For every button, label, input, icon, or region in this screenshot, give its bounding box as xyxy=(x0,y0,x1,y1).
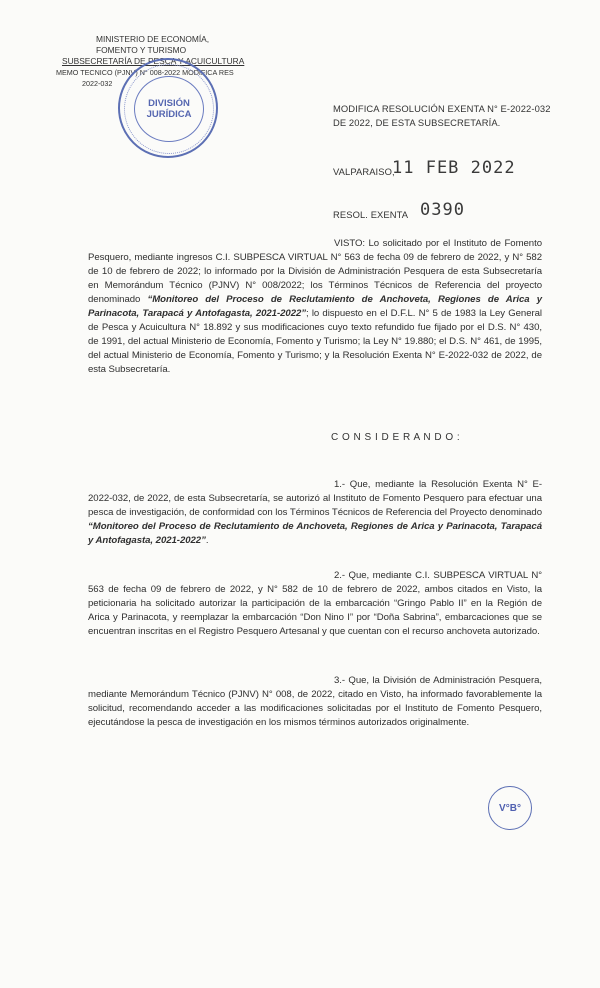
reference-line-2: DE 2022, DE ESTA SUBSECRETARÍA. xyxy=(333,117,501,128)
considerando-item-1 xyxy=(88,478,542,548)
considerando-item-2 xyxy=(88,569,542,639)
item1-text-a: 1.- Que, mediante la Resolución Exenta N° E-2022-032, de 2022, de esta Subsecretaría, se autorizó al Instituto de Fomento Pesquero para efectuar una pesca de investigación, de conformidad con los Términos Técnicos de Referencia del Proyecto denominado xyxy=(88,479,542,518)
item1-text-b: . xyxy=(205,535,209,546)
resolution-reference xyxy=(333,102,551,130)
stamp-line-2: JURÍDICA xyxy=(146,109,192,120)
considerando-item-3 xyxy=(88,674,542,730)
item3-text: 3.- Que, la División de Administración Pesquera, mediante Memorándum Técnico (PJNV) N° 008, de 2022, citado en Visto, ha informado favorablemente la solicitud, recomendando acceder a las modificaciones solicitadas por el Instituto de Fomento Pesquero, ejecutándose la pesca de investigación en los mismos términos autorizados originalmente. xyxy=(88,675,542,728)
memo-reference: MEMO TECNICO (PJNV) N° 008-2022 MODIFICA RES xyxy=(56,68,234,77)
considerando-heading: C O N S I D E R A N D O : xyxy=(331,432,461,443)
ministry-name: MINISTERIO DE ECONOMÍA, xyxy=(96,34,210,44)
vobo-stamp xyxy=(488,786,532,830)
resolution-number: 0390 xyxy=(420,200,465,220)
item1-project-title: “Monitoreo del Proceso de Reclutamiento de Anchoveta, Regiones de Arica y Parinacota, Tarapacá y Antofagasta, 2021-2022” xyxy=(88,521,542,546)
reference-line-1: MODIFICA RESOLUCIÓN EXENTA N° E-2022-032 xyxy=(333,103,551,114)
visto-project-title: “Monitoreo del Proceso de Reclutamiento de Anchoveta, Regiones de Arica y Parinacota, Tarapacá y Antofagasta, 2021-2022” xyxy=(88,294,542,319)
visto-paragraph xyxy=(88,237,542,377)
item2-text: 2.- Que, mediante C.I. SUBPESCA VIRTUAL N° 563 de fecha 09 de febrero de 2022, y N° 582 de 10 de febrero de 2022, ambos citados en Visto, la peticionaria ha solicitado autorizar la participación de la embarcación “Gringo Pablo II” en la Región de Arica y Parinacota, y reemplazar la embarcación “Don Nino I” por “Doña Sabrina”, embarcaciones que se encuentran inscritas en el Registro Pesquero Artesanal y que cuentan con el recurso anchoveta autorizado. xyxy=(88,570,542,637)
resol-exenta-label: RESOL. EXENTA xyxy=(333,209,409,220)
vobo-text: V°B° xyxy=(499,802,521,814)
visto-label: VISTO: xyxy=(334,238,365,249)
division-juridica-stamp xyxy=(118,58,218,158)
subsecretaria-name: SUBSECRETARÍA DE PESCA Y ACUICULTURA xyxy=(62,56,245,66)
stamp-line-1: DIVISIÓN xyxy=(148,98,190,109)
handwritten-date: 11 FEB 2022 xyxy=(392,158,516,178)
memo-reference-number: 2022-032 xyxy=(82,79,113,88)
visto-text-a: Lo solicitado por el Instituto de Fomento Pesquero, mediante ingresos C.I. SUBPESCA VIRTUAL N° 563 de fecha 09 de febrero de 2022, y N° 582 de 10 de febrero de 2022; lo informado por la División de Administración Pesquera de esta Subsecretaría en Memorándum Técnico (PJNV) N° 008/2022; los Términos Técnicos de Referencia del proyecto denominado xyxy=(88,238,542,305)
ministry-subtitle: FOMENTO Y TURISMO xyxy=(96,45,187,55)
visto-text-b: ; lo dispuesto en el D.F.L. N° 5 de 1983 la Ley General de Pesca y Acuicultura N° 18.892 y sus modificaciones cuyo texto refundido fue fijado por el D.S. N° 430, de 1991, del actual Ministerio de Economía, Fomento y Turismo; la Ley N° 19.880; el D.S. N° 461, de 1995, del actual Ministerio de Economía, Fomento y Turismo; y la Resolución Exenta N° E-2022-032 de 2022, de esta Subsecretaría. xyxy=(88,308,542,375)
place-label: VALPARAISO, xyxy=(333,166,395,177)
